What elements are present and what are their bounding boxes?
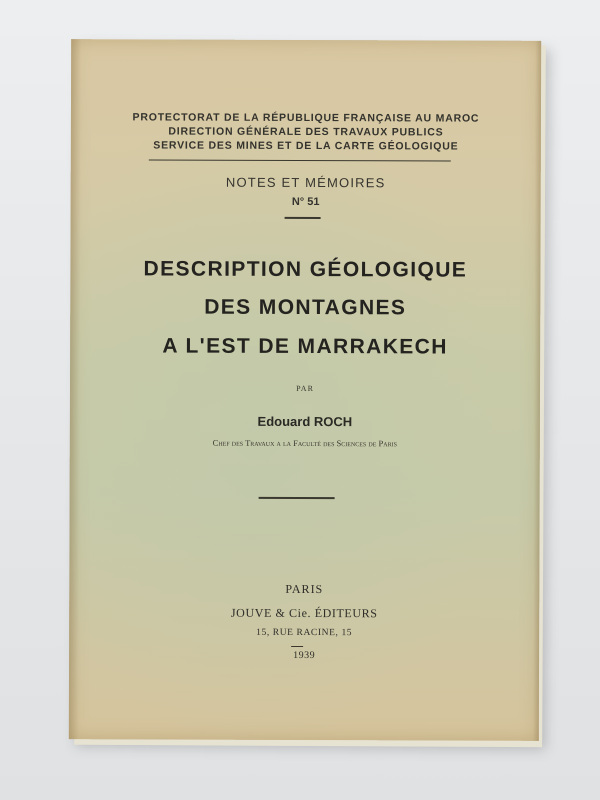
number-divider — [285, 217, 321, 219]
by-label: PAR — [296, 383, 314, 394]
header-line-1: PROTECTORAT DE LA RÉPUBLIQUE FRANÇAISE AU MAROC — [132, 111, 480, 125]
author-affiliation: Chef des Travaux a la Faculté des Sciences de Paris — [212, 437, 397, 449]
publisher-address: 15, RUE RACINE, 15 — [256, 627, 353, 639]
author-name: Edouard ROCH — [257, 413, 353, 430]
title-line-1: DESCRIPTION GÉOLOGIQUE — [143, 257, 468, 282]
book-cover — [69, 39, 541, 741]
middle-divider — [259, 497, 335, 499]
header-line-3: SERVICE DES MINES ET DE LA CARTE GÉOLOGIQUE — [153, 139, 459, 153]
series-number: N° 51 — [291, 195, 320, 209]
title-line-2: DES MONTAGNES — [204, 295, 407, 320]
publication-year: 1939 — [293, 649, 316, 662]
header-divider — [149, 159, 451, 161]
publisher-name: JOUVE & Cie. ÉDITEURS — [230, 605, 378, 621]
series-title: NOTES ET MÉMOIRES — [225, 174, 386, 191]
title-line-3: A L'EST DE MARRAKECH — [162, 334, 448, 359]
publisher-city: PARIS — [285, 581, 324, 597]
header-line-2: DIRECTION GÉNÉRALE DES TRAVAUX PUBLICS — [168, 125, 444, 139]
address-divider — [291, 646, 303, 647]
